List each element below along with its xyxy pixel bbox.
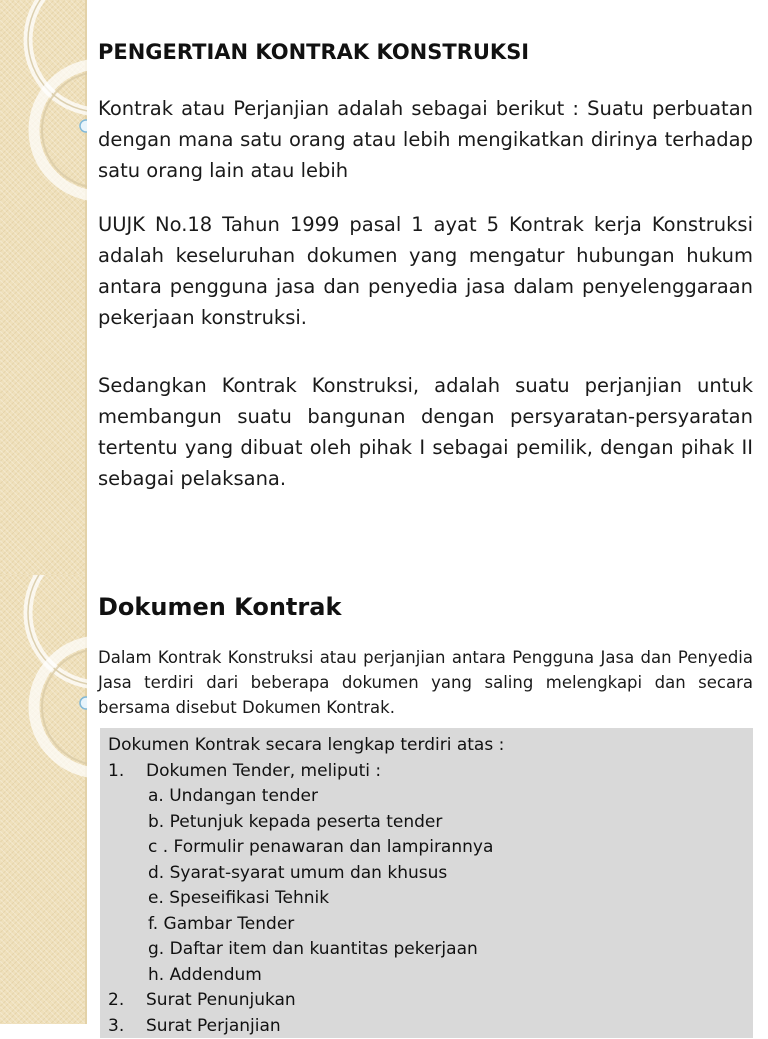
sub-list-item: [108, 937, 504, 963]
list-heading: Dokumen Kontrak secara lengkap terdiri atas :: [108, 733, 504, 759]
sub-item-label: a. Undangan tender: [148, 784, 318, 810]
sub-list-item: [108, 861, 504, 887]
page-title: PENGERTIAN KONTRAK KONSTRUKSI: [98, 40, 529, 64]
list-number: 2.: [108, 988, 124, 1014]
sub-item-label: g. Daftar item dan kuantitas pekerjaan: [148, 937, 478, 963]
list-number: 3.: [108, 1014, 124, 1039]
sub-list-item: [108, 886, 504, 912]
sub-item-label: c . Formulir penawaran dan lampirannya: [148, 835, 493, 861]
list-item-label: Dokumen Tender, meliputi :: [146, 759, 381, 785]
list-item-label: Surat Perjanjian: [146, 1014, 281, 1039]
sub-list-item: [108, 963, 504, 989]
sub-list-item: [108, 810, 504, 836]
sub-item-label: d. Syarat-syarat umum dan khusus: [148, 861, 447, 887]
document-list-box: [100, 728, 753, 1038]
list-item-label: Surat Penunjukan: [146, 988, 296, 1014]
list-item: [108, 988, 504, 1014]
ring-dot-icon: [80, 120, 87, 132]
list-item: [108, 759, 504, 785]
intro-paragraph: Dalam Kontrak Konstruksi atau perjanjian antara Pengguna Jasa dan Penyedia Jasa terdiri dari beberapa dokumen yang saling melengkapi dan secara bersama disebut Dokumen Kontrak.: [98, 645, 753, 720]
sub-list-item: [108, 835, 504, 861]
section-title: Dokumen Kontrak: [98, 593, 341, 621]
definition-paragraph: Kontrak atau Perjanjian adalah sebagai berikut : Suatu perbuatan dengan mana satu orang atau lebih mengikatkan dirinya terhadap satu orang lain atau lebih: [98, 93, 753, 186]
uujk-paragraph: UUJK No.18 Tahun 1999 pasal 1 ayat 5 Kontrak kerja Konstruksi adalah keseluruhan dokumen yang mengatur hubungan hukum antara pengguna jasa dan penyedia jasa dalam penyelenggaraan pekerjaan konstruksi.: [98, 209, 753, 333]
list-item: [108, 1014, 504, 1039]
sub-item-label: f. Gambar Tender: [148, 912, 294, 938]
sub-item-label: b. Petunjuk kepada peserta tender: [148, 810, 442, 836]
contract-paragraph: Sedangkan Kontrak Konstruksi, adalah suatu perjanjian untuk membangun suatu bangunan dengan persyaratan-persyaratan tertentu yang dibuat oleh pihak I sebagai pemilik, dengan pihak II sebagai pelaksana.: [98, 370, 753, 494]
decorative-rings: [0, 575, 87, 1024]
sub-list-item: [108, 912, 504, 938]
sub-list-item: [108, 784, 504, 810]
ring-dot-icon: [80, 697, 87, 709]
list-number: 1.: [108, 759, 124, 785]
sub-item-label: e. Speseifikasi Tehnik: [148, 886, 329, 912]
sub-item-label: h. Addendum: [148, 963, 262, 989]
decorative-rings: [0, 0, 87, 575]
